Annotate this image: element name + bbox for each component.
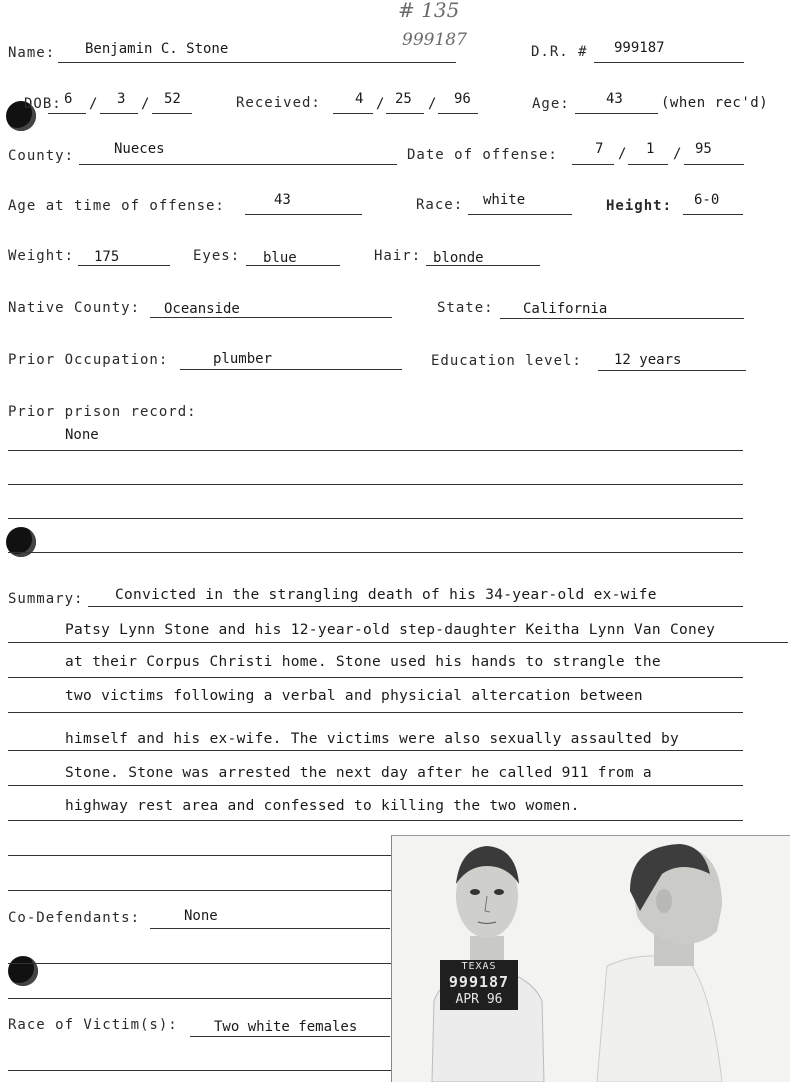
summary-label: Summary:: [8, 591, 84, 607]
prior-record-line-3: [8, 518, 743, 519]
date-offense-label: Date of offense:: [407, 147, 558, 163]
prior-record-label: Prior prison record:: [8, 404, 197, 420]
summary-line-6: [8, 785, 743, 786]
plaque-state: TEXAS: [461, 961, 497, 972]
height-value: 6-0: [694, 192, 720, 208]
summary-line-3: [8, 677, 743, 678]
occupation-line: [180, 369, 402, 370]
dob-sep1: /: [89, 96, 98, 112]
dob-sep2: /: [141, 96, 150, 112]
rec-day: 25: [395, 91, 412, 107]
weight-line: [78, 265, 170, 266]
county-value: Nueces: [114, 141, 165, 157]
prior-record-line-2: [8, 484, 743, 485]
dob-year-line: [152, 113, 192, 114]
education-line: [598, 370, 746, 371]
age-offense-line: [245, 214, 362, 215]
booking-plaque: [440, 960, 518, 1010]
summary-text-6: Stone. Stone was arrested the next day after he called 911 from a: [65, 765, 652, 781]
summary-line-8: [8, 855, 391, 856]
name-label: Name:: [8, 45, 56, 61]
dr-value: 999187: [614, 40, 665, 56]
education-value: 12 years: [614, 352, 682, 368]
off-day-line: [628, 164, 668, 165]
name-line: [58, 62, 456, 63]
dob-year: 52: [164, 91, 181, 107]
race-value: white: [483, 192, 526, 208]
age-line: [575, 113, 658, 114]
plaque-date: APR 96: [455, 992, 503, 1007]
education-label: Education level:: [431, 353, 582, 369]
prior-record-line-4: [8, 552, 743, 553]
summary-text-5: himself and his ex-wife. The victims were also sexually assaulted by: [65, 731, 680, 747]
eyes-label: Eyes:: [193, 248, 241, 264]
off-month-line: [572, 164, 614, 165]
county-label: County:: [8, 148, 75, 164]
summary-line-7: [8, 820, 743, 821]
dob-day: 3: [117, 91, 126, 107]
name-value: Benjamin C. Stone: [85, 41, 229, 57]
victim-race-label: Race of Victim(s):: [8, 1017, 178, 1033]
codefendants-line-3: [8, 998, 391, 999]
age-offense-value: 43: [274, 192, 291, 208]
summary-line-9: [8, 890, 391, 891]
height-label: Height:: [606, 198, 673, 214]
summary-text-2: Patsy Lynn Stone and his 12-year-old step-daughter Keitha Lynn Van Coney: [65, 622, 716, 638]
handwritten-dr: 999187: [402, 30, 467, 50]
rec-month-line: [333, 113, 373, 114]
hair-label: Hair:: [374, 248, 422, 264]
summary-text-3: at their Corpus Christi home. Stone used his hands to strangle the: [65, 654, 661, 670]
weight-value: 175: [94, 249, 120, 265]
age-suffix: (when rec'd): [661, 95, 769, 111]
binder-hole-bottom: [8, 956, 38, 986]
dr-line: [594, 62, 744, 63]
state-line: [500, 318, 744, 319]
plaque-number: 999187: [448, 973, 510, 991]
handwritten-number: # 135: [398, 0, 460, 22]
mugshot-photo: [391, 835, 790, 1082]
race-label: Race:: [416, 197, 464, 213]
rec-month: 4: [355, 91, 364, 107]
victim-race-line-2: [8, 1070, 391, 1071]
dob-day-line: [100, 113, 138, 114]
off-sep1: /: [618, 146, 627, 162]
mugshot-illustration: [392, 836, 790, 1082]
hair-value: blonde: [433, 250, 484, 266]
native-county-line: [150, 317, 392, 318]
dob-month-line: [48, 113, 86, 114]
codefendants-line: [150, 928, 390, 929]
eyes-value: blue: [263, 250, 297, 266]
summary-text-1: Convicted in the strangling death of his 34-year-old ex-wife: [115, 587, 657, 603]
rec-sep2: /: [428, 96, 437, 112]
native-county-value: Oceanside: [164, 301, 240, 317]
dob-month: 6: [64, 91, 73, 107]
codefendants-value: None: [184, 908, 218, 924]
victim-race-value: Two white females: [214, 1019, 358, 1035]
race-line: [468, 214, 572, 215]
rec-day-line: [386, 113, 424, 114]
off-sep2: /: [673, 146, 682, 162]
off-day: 1: [646, 141, 655, 157]
occupation-label: Prior Occupation:: [8, 352, 169, 368]
dr-label: D.R. #: [531, 44, 588, 60]
rec-year: 96: [454, 91, 471, 107]
off-month: 7: [595, 141, 604, 157]
age-value: 43: [606, 91, 623, 107]
height-line: [683, 214, 743, 215]
weight-label: Weight:: [8, 248, 75, 264]
prior-record-line-1: [8, 450, 743, 451]
prior-record-value: None: [65, 427, 99, 443]
codefendants-line-2: [8, 963, 391, 964]
summary-line-2: [8, 642, 788, 643]
off-year: 95: [695, 141, 712, 157]
state-value: California: [523, 301, 608, 317]
summary-line-5: [8, 750, 743, 751]
codefendants-label: Co-Defendants:: [8, 910, 141, 926]
received-label: Received:: [236, 95, 321, 111]
county-line: [79, 164, 397, 165]
native-county-label: Native County:: [8, 300, 141, 316]
summary-line-1: [88, 606, 743, 607]
state-label: State:: [437, 300, 494, 316]
victim-race-line: [190, 1036, 390, 1037]
rec-sep1: /: [376, 96, 385, 112]
off-year-line: [684, 164, 744, 165]
rec-year-line: [438, 113, 478, 114]
age-label: Age:: [532, 96, 570, 112]
summary-line-4: [8, 712, 743, 713]
summary-text-4: two victims following a verbal and physicial altercation between: [65, 688, 643, 704]
dob-label: DOB:: [24, 96, 62, 112]
summary-text-7: highway rest area and confessed to killing the two women.: [65, 798, 580, 814]
age-offense-label: Age at time of offense:: [8, 198, 225, 214]
occupation-value: plumber: [213, 351, 273, 367]
